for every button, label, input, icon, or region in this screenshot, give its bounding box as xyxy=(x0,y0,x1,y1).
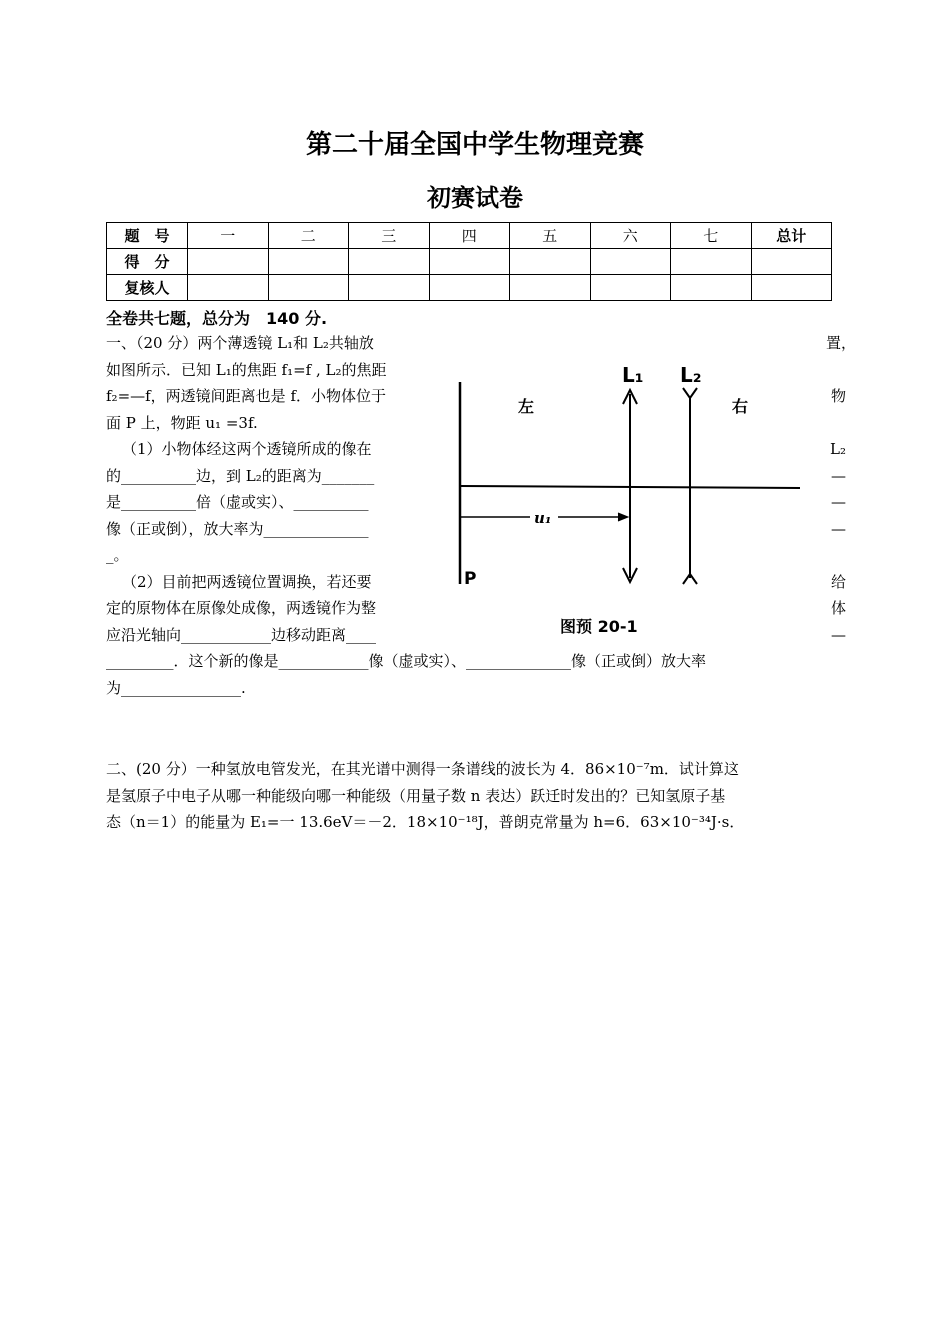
table-row-label: 得 分 xyxy=(107,249,188,275)
question-2 xyxy=(106,756,846,836)
table-header-cell: 总计 xyxy=(751,223,832,249)
page-title: 第二十届全国中学生物理竞赛 xyxy=(305,130,644,160)
label-l1: L₁ xyxy=(622,363,644,387)
margin-text: 体 xyxy=(830,599,846,617)
margin-text: — xyxy=(831,625,846,644)
score-cell xyxy=(671,249,752,275)
table-header-cell: 三 xyxy=(349,223,430,249)
score-cell xyxy=(429,275,510,301)
margin-text xyxy=(826,542,846,569)
score-table-row xyxy=(107,275,832,301)
q1-line: 像（正或倒），放大率为______________ xyxy=(106,519,369,538)
q1-line: 如图所示．已知 L₁的焦距 f₁=f , L₂的焦距 xyxy=(106,360,387,379)
page-subtitle: 初赛试卷 xyxy=(427,184,523,212)
q1-line: （2）目前把两透镜位置调换，若还要 xyxy=(122,572,372,591)
q1-tail-line: _________．这个新的像是____________像（虚或实）、______________像（正或倒）放大率 xyxy=(106,652,707,670)
lens-figure xyxy=(450,352,820,652)
q1-line: 面 P 上，物距 u₁ =3f. xyxy=(106,413,258,432)
label-p: P xyxy=(464,569,477,589)
score-cell xyxy=(268,275,349,301)
q1-tail-line: 为________________. xyxy=(106,678,246,697)
margin-text xyxy=(826,357,846,384)
score-cell xyxy=(349,275,430,301)
margin-text: — xyxy=(831,493,846,511)
score-cell xyxy=(510,275,591,301)
figure-caption: 图预 20-1 xyxy=(560,617,638,636)
score-cell xyxy=(510,249,591,275)
score-cell xyxy=(268,249,349,275)
q2-line: 态（n＝1）的能量为 E₁=一 13.6eV＝－2．18×10⁻¹⁸J，普朗克常量为 h=6．63×10⁻³⁴J·s． xyxy=(106,813,745,831)
score-cell xyxy=(751,249,832,275)
u1-arrow-head xyxy=(618,513,628,521)
score-cell xyxy=(349,249,430,275)
margin-text: — xyxy=(831,519,846,538)
question-1-continued xyxy=(106,648,846,701)
label-right: 右 xyxy=(732,397,749,416)
margin-text xyxy=(826,410,846,437)
exam-summary: 全卷共七题，总分为 140 分. xyxy=(106,309,328,328)
question-1 xyxy=(106,330,428,648)
margin-text: L₂ xyxy=(830,440,846,458)
label-u1: u₁ xyxy=(534,509,552,527)
score-cell xyxy=(671,275,752,301)
table-row-label: 复核人 xyxy=(107,275,188,301)
score-cell xyxy=(429,249,510,275)
table-header-cell: 一 xyxy=(188,223,269,249)
score-cell xyxy=(590,275,671,301)
score-table-header-row xyxy=(107,223,832,249)
q2-line: 是氢原子中电子从哪一种能级向哪一种能级（用量子数 n 表达）跃迁时发出的？已知氢原子基 xyxy=(106,786,726,805)
q1-line: _。 xyxy=(106,546,129,564)
score-cell xyxy=(188,249,269,275)
margin-text: 给 xyxy=(830,572,846,591)
q1-line: 应沿光轴向____________边移动距离____ xyxy=(106,625,377,644)
table-header-cell: 二 xyxy=(268,223,349,249)
q1-line: 定的原物体在原像处成像，两透镜作为整 xyxy=(106,599,377,617)
label-l2: L₂ xyxy=(680,363,702,387)
q1-line: （1）小物体经这两个透镜所成的像在 xyxy=(122,440,372,458)
lens-l2-bottom-mark xyxy=(683,574,697,584)
lens-l2-top-mark xyxy=(683,388,697,398)
score-table xyxy=(106,222,832,301)
q1-right-margin xyxy=(826,330,857,648)
label-left: 左 xyxy=(518,397,535,416)
q1-line: 是__________倍（虚或实）、__________ xyxy=(106,493,369,511)
q1-line: f₂=—f，两透镜间距离也是 f．小物体位于 xyxy=(106,387,387,405)
score-cell xyxy=(188,275,269,301)
margin-text: 置， xyxy=(826,334,857,352)
q1-line: 的__________边，到 L₂的距离为_______ xyxy=(106,466,375,485)
q1-line: 一、（20 分）两个薄透镜 L₁和 L₂共轴放 xyxy=(106,334,374,352)
q2-line: 二、(20 分）一种氢放电管发光，在其光谱中测得一条谱线的波长为 4．86×10⁻⁷m．试计算这 xyxy=(106,760,739,778)
table-header-cell: 六 xyxy=(590,223,671,249)
score-cell xyxy=(590,249,671,275)
score-table-row xyxy=(107,249,832,275)
margin-text: 物 xyxy=(830,387,846,405)
table-header-cell: 四 xyxy=(429,223,510,249)
score-cell xyxy=(751,275,832,301)
table-header-cell: 七 xyxy=(671,223,752,249)
margin-text: — xyxy=(831,466,846,485)
table-header-cell: 五 xyxy=(510,223,591,249)
table-header-cell: 题 号 xyxy=(107,223,188,249)
